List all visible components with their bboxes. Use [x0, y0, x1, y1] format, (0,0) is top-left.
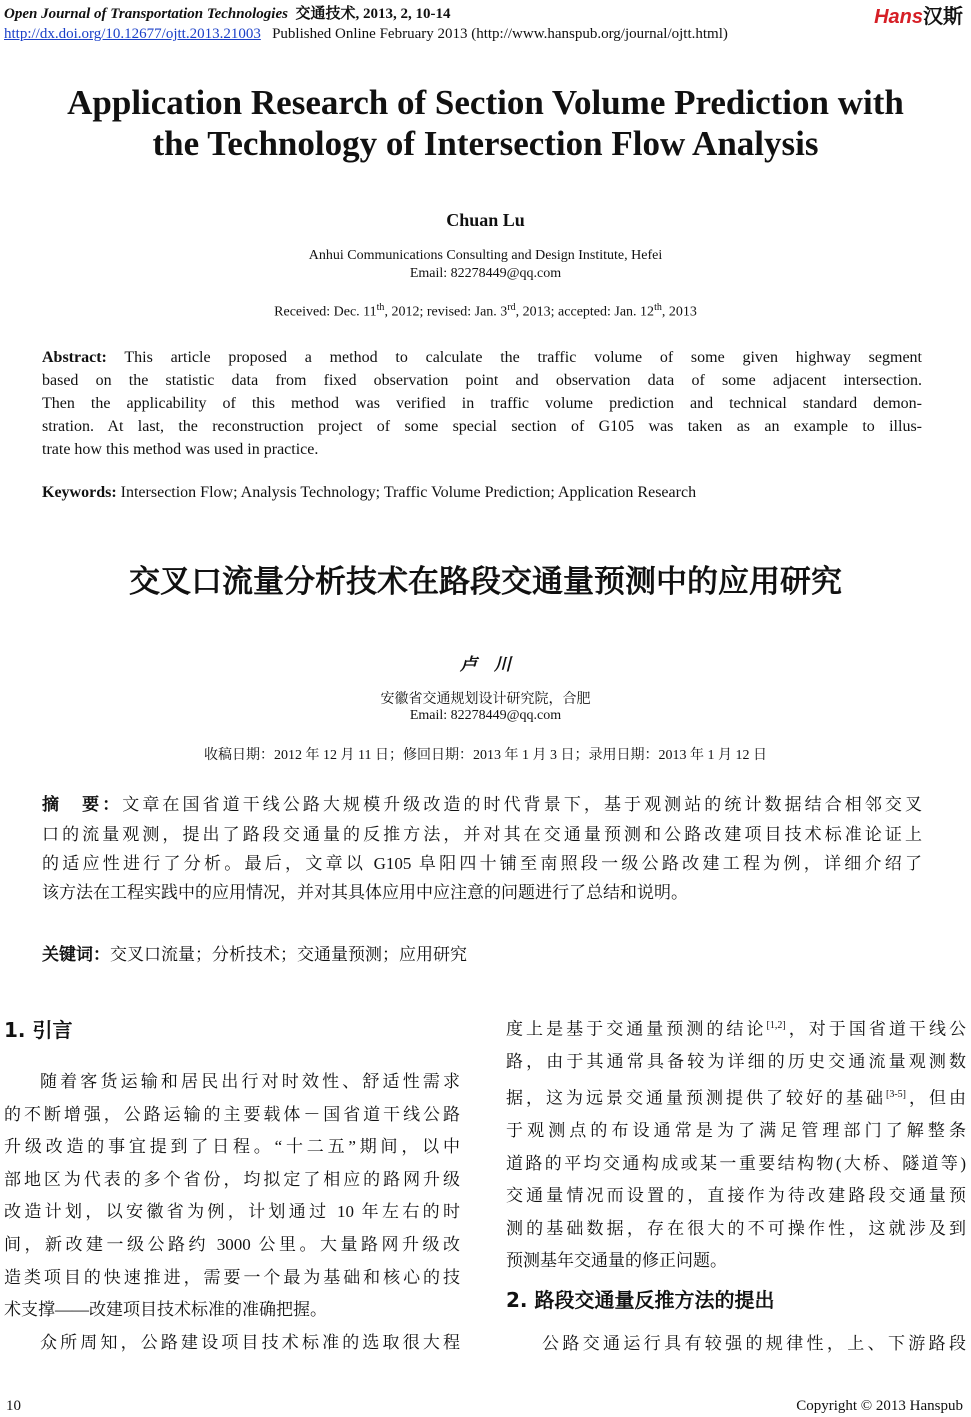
body-line: 升级改造的事宜提到了日程。“十二五”期间，以中	[4, 1137, 460, 1157]
accepted: , 2013; accepted: Jan. 12	[515, 304, 655, 320]
journal-header	[4, 2, 450, 23]
journal-name: Open Journal of Transportation Technologies	[4, 6, 288, 22]
journal-cn: 交通技术, 2013, 2, 10-14	[295, 6, 451, 22]
body-line: 预测基年交通量的修正问题。	[506, 1251, 727, 1271]
doi-link[interactable]: http://dx.doi.org/10.12677/ojtt.2013.21003	[4, 26, 261, 42]
hans-logo	[874, 0, 963, 29]
email: Email: 82278449@qq.com	[409, 266, 562, 281]
cn-abstract-line: 文章在国省道干线公路大规模升级改造的时代背景下，基于观测站的统计数据结合相邻交叉	[122, 795, 922, 814]
year: , 2013	[661, 304, 697, 320]
abstract-line: Then the applicability of this method was verified in traffic volume prediction and technical standard demon-	[42, 395, 922, 412]
body-line: 改造计划，以安徽省为例，计划通过 10 年左右的时	[4, 1202, 460, 1222]
abstract-line: based on the statistic data from fixed observation point and observation data of some adjacent intersection.	[42, 372, 922, 389]
page-number: 10	[6, 1398, 21, 1414]
section-1-heading: 1. 引言	[4, 1018, 73, 1042]
title-line: Application Research of Section Volume Prediction with	[67, 83, 904, 122]
abstract-label: Abstract:	[42, 349, 107, 366]
body-line: 众所周知，公路建设项目技术标准的选取很大程	[40, 1332, 460, 1352]
cn-received: 收稿日期：2012 年 12 月 11 日；修回日期：2013 年 1 月 3 日；录用日期：2013 年 1 月 12 日	[204, 748, 767, 763]
body-line: 术支撑——改建项目技术标准的准确把握。	[4, 1300, 327, 1320]
cn-abstract-line: 口的流量观测，提出了路段交通量的反推方法，并对其在交通量预测和公路改建项目技术标准论证上	[42, 825, 922, 844]
body-text: 度上是基于交通量预测的结论	[506, 1019, 767, 1039]
revised: , 2012; revised: Jan. 3	[384, 304, 508, 320]
cn-author: 卢 川	[460, 655, 511, 674]
cn-abstract-label: 摘 要：	[42, 795, 123, 815]
cn-affiliation: 安徽省交通规划设计研究院，合肥	[380, 692, 591, 707]
body-line: 的不断增强，公路运输的主要载体－国省道干线公路	[4, 1104, 460, 1124]
keywords-text: Intersection Flow; Analysis Technology; Traffic Volume Prediction; Application Research	[120, 484, 697, 501]
keywords-label: Keywords:	[42, 484, 117, 501]
section-2-heading: 2. 路段交通量反推方法的提出	[506, 1288, 775, 1312]
sup: rd	[507, 302, 516, 313]
body-text: ，对于国省道干线公	[785, 1019, 966, 1039]
title-line: the Technology of Intersection Flow Analysis	[152, 124, 819, 163]
keywords	[42, 484, 696, 502]
abstract-line: trate how this method was used in practice.	[42, 441, 319, 458]
affiliation: Anhui Communications Consulting and Design Institute, Hefei	[308, 248, 663, 263]
abstract-line: stration. At last, the reconstruction project of some special section of G105 was taken as an example to illus-	[42, 418, 922, 435]
body-text: 据，这为远景交通量预测提供了较好的基础	[506, 1088, 886, 1108]
body-text: ，但由	[906, 1088, 966, 1108]
received-dates	[0, 302, 971, 321]
sup: th	[376, 302, 385, 313]
body-line: 公路交通运行具有较强的规律性，上、下游路段	[542, 1334, 966, 1353]
body-line: 路，由于其通常具备较为详细的历史交通流量观测数	[506, 1052, 966, 1072]
abstract-line: This article proposed a method to calculate the traffic volume of some given highway segment	[124, 349, 922, 366]
cn-keywords-text: 交叉口流量；分析技术；交通量预测；应用研究	[110, 945, 467, 964]
body-line: 部地区为代表的多个省份，均拟定了相应的路网升级	[4, 1169, 460, 1189]
doi-line	[4, 26, 728, 43]
cn-keywords	[42, 940, 467, 965]
citation[interactable]: [3-5]	[886, 1088, 906, 1100]
paper-title	[0, 82, 971, 164]
cn-abstract	[42, 790, 922, 907]
body-line: 测的基础数据，存在很大的不可操作性，这就涉及到	[506, 1218, 966, 1238]
abstract	[42, 346, 922, 461]
body-line: 道路的平均交通构成或某一重要结构物(大桥、隧道等)	[506, 1153, 966, 1173]
logo-cn: 汉斯	[923, 6, 963, 28]
cn-abstract-line: 该方法在工程实践中的应用情况，并对其具体应用中应注意的问题进行了总结和说明。	[42, 883, 688, 902]
body-line: 交通量情况而设置的，直接作为待改建路段交通量预	[506, 1186, 966, 1206]
received: Received: Dec. 11	[274, 304, 377, 320]
published-info: Published Online February 2013 (http://www.hanspub.org/journal/ojtt.html)	[272, 26, 728, 42]
left-column	[4, 1066, 460, 1359]
body-line: 造类项目的快速推进，需要一个最为基础和核心的技	[4, 1267, 460, 1287]
cn-email: Email: 82278449@qq.com	[409, 708, 562, 723]
logo-en: Hans	[874, 6, 923, 28]
body-line: 随着客货运输和居民出行对时效性、舒适性需求	[40, 1072, 460, 1091]
section-2-body	[506, 1328, 966, 1361]
cn-abstract-line: 的适应性进行了分析。最后，文章以 G105 阜阳四十铺至南照段一级公路改建工程为例，详细介绍了	[42, 854, 922, 873]
cn-keywords-label: 关键词：	[42, 945, 110, 965]
author: Chuan Lu	[446, 210, 525, 230]
body-line: 间，新改建一级公路约 3000 公里。大量路网升级改	[4, 1234, 460, 1254]
citation[interactable]: [1,2]	[766, 1020, 786, 1031]
cn-title: 交叉口流量分析技术在路段交通量预测中的应用研究	[129, 564, 842, 600]
copyright: Copyright © 2013 Hanspub	[796, 1398, 963, 1414]
body-line: 于观测点的布设通常是为了满足管理部门了解整条	[506, 1121, 966, 1141]
right-column	[506, 1010, 966, 1278]
sup: th	[654, 302, 662, 313]
